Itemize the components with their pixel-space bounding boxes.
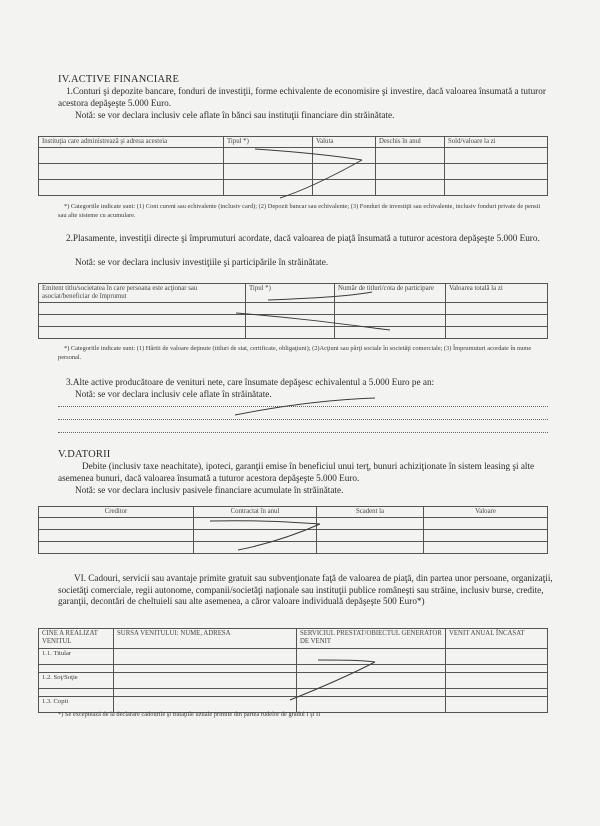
table-row: [39, 518, 548, 530]
table-row: [39, 665, 548, 673]
table-row: [39, 327, 548, 339]
section-4-item-3-note: Notă: se vor declara inclusiv cele aflate în străinătate.: [75, 389, 272, 399]
section-6-footnote: *) Se exceptează de la declarare cadourile şi trataţiile uzuale primite din partea rudelor de gradul I şi II: [58, 711, 321, 718]
col-annual-income: VENIT ANUAL ÎNCASAT: [446, 629, 548, 649]
col-currency: Valuta: [313, 137, 376, 148]
table-row: [39, 530, 548, 542]
col-contracted: Contractat în anul: [194, 507, 317, 518]
section-4-item-2-text: 2.Plasamente, investiţii directe şi împrumuturi acordate, dacă valoarea de piaţă însumată a tuturor acestora depăşeşte 5.000 Euro.: [66, 233, 540, 243]
row-label-spouse: 1.2. Soţ/Soţie: [39, 673, 114, 689]
dotted-line: [58, 406, 548, 407]
col-shares: Număr de titluri/cota de participare: [335, 284, 446, 303]
col-balance: Sold/valoare la zi: [445, 137, 548, 148]
section-4-item-2-footnote: *) Categoriile indicate sunt: (1) Hârtii de valoare deţinute (titluri de stat, certificate, obligaţiuni); (2)Acţiuni sau părţi sociale în societăţi comerciale; (3) Împrumuturi acordate în nume personal.: [58, 345, 532, 361]
table-row: [39, 164, 548, 180]
table-row: [39, 689, 548, 697]
col-source: SURSA VENITULUI: NUME, ADRESA: [114, 629, 297, 649]
table-row: [39, 303, 548, 315]
col-type: Tipul *): [246, 284, 335, 303]
section-6-text: VI. Cadouri, servicii sau avantaje primite gratuit sau subvenţionate faţă de valoarea de piaţă, din partea unor persoane, organizaţii, societăţi comerciale, regii autonome, companii/societăţi naţionale sau instituţii publice româneşti sau străine, inclusiv burse, credite, garanţii, decontări de cheltuieli sau alte asemenea, a căror valoare individuală depăşeşte 500 Euro*): [58, 573, 553, 606]
row-label-children: 1.3. Copii: [39, 697, 114, 713]
col-institution: Instituţia care administrează şi adresa acesteia: [39, 137, 224, 148]
col-recipient: CINE A REALIZAT VENITUL: [39, 629, 114, 649]
section-5-title: V.DATORII: [58, 449, 111, 460]
dotted-line: [58, 432, 548, 433]
table-row: [39, 673, 548, 689]
section-5-note: Notă: se vor declara inclusiv pasivele financiare acumulate în străinătate.: [75, 485, 344, 495]
col-creditor: Creditor: [39, 507, 194, 518]
col-issuer: Emitent titlu/societatea în care persoana este acţionar sau asociat/beneficiar de împrumut: [39, 284, 246, 303]
bank-accounts-table: [38, 136, 548, 196]
table-row: [39, 180, 548, 196]
debts-table: [38, 506, 548, 554]
table-row: [39, 148, 548, 164]
section-4-item-2-note: Notă: se vor declara inclusiv investiţiile şi participările în străinătate.: [75, 257, 329, 267]
gifts-table: [38, 628, 548, 713]
section-4-item-1-text: 1.Conturi şi depozite bancare, fonduri de investiţii, forme echivalente de economisire şi investire, dacă valoarea însumată a tuturor acestora depăşeşte 5.000 Euro.: [58, 86, 546, 108]
col-total-value: Valoarea totală la zi: [446, 284, 548, 303]
col-service: SERVICIUL PRESTAT/OBIECTUL GENERATOR DE VENIT: [297, 629, 446, 649]
investments-table: [38, 283, 548, 339]
dotted-line: [58, 419, 548, 420]
section-5-text: Debite (inclusiv taxe neachitate), ipoteci, garanţii emise în beneficiul unui terţ, bunuri achiziţionate în sistem leasing şi alte asemenea bunuri, dacă valoarea însumată a tuturor acestora depăşeşte 5.000 Euro.: [58, 461, 535, 483]
col-opened: Deschis în anul: [376, 137, 445, 148]
section-4-item-1-note: Notă: se vor declara inclusiv cele aflate în bănci sau instituţii financiare din străinătate.: [75, 110, 395, 120]
table-row: [39, 649, 548, 665]
row-label-holder: 1.1. Titular: [39, 649, 114, 665]
section-4-title: IV.ACTIVE FINANCIARE: [58, 74, 180, 85]
section-4-item-3-text: 3.Alte active producătoare de venituri nete, care însumate depăşesc echivalentul a 5.000 Euro pe an:: [66, 377, 435, 387]
section-4-item-1-footnote: *) Categoriile indicate sunt: (1) Cont curent sau echivalente (inclusiv card); (2) Depozit bancar sau echivalente; (3) Fonduri de investiţii sau echivalente, inclusiv fonduri private de pensii sau alte sisteme cu acumulare.: [58, 203, 541, 219]
table-row: [39, 315, 548, 327]
table-row: [39, 542, 548, 554]
col-due: Scadent la: [317, 507, 424, 518]
col-type: Tipul *): [224, 137, 313, 148]
col-value: Valoare: [424, 507, 548, 518]
